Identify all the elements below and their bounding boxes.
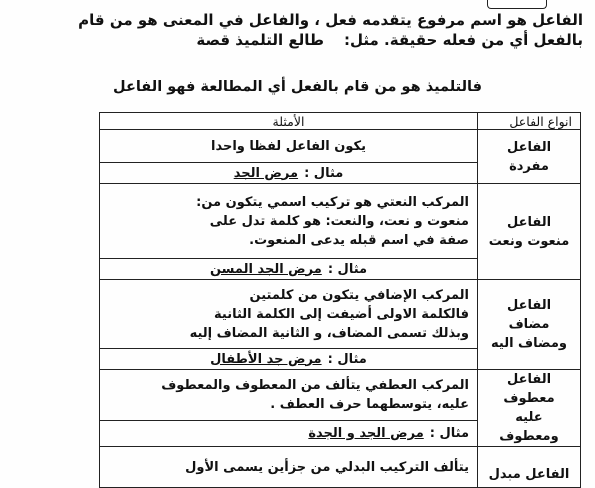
definition-line-2 — [12, 30, 583, 50]
definition-example: طالع التلميذ قصة — [196, 31, 325, 49]
subject-types-table — [99, 112, 581, 488]
appositive-desc: يتألف التركيب البدلي من جزأين يسمى الأول — [100, 447, 478, 488]
type-single: الفاعل مفردة — [478, 130, 581, 184]
table-row — [100, 447, 581, 488]
table-row — [100, 280, 581, 349]
header-types: انواع الفاعل — [478, 113, 581, 130]
adjectival-example: مثال :مرض الجد المسن — [100, 259, 478, 280]
type-conjunctive: الفاعل معطوف عليه ومعطوف — [478, 370, 581, 447]
conjunctive-desc: المركب العطفي يتألف من المعطوف والمعطوف عليه، يتوسطهما حرف العطف . — [100, 370, 478, 421]
conjunctive-example: مثال :مرض الجد و الجدة — [100, 420, 478, 446]
table-row — [100, 184, 581, 259]
table-row — [100, 370, 581, 421]
type-adjectival: الفاعل منعوت ونعت — [478, 184, 581, 280]
adjectival-desc: المركب النعتي هو تركيب اسمي يتكون من: منعوت و نعت، والنعت: هو كلمة تدل على صفة في اسم قبله يدعى المنعوت. — [100, 184, 478, 259]
table-row — [100, 130, 581, 163]
table-header-row — [100, 113, 581, 130]
definition-paragraph — [12, 10, 583, 50]
type-appositive: الفاعل مبدل — [478, 447, 581, 488]
type-genitive: الفاعل مضاف ومضاف اليه — [478, 280, 581, 370]
summary-sentence: فالتلميذ هو من قام بالفعل أي المطالعة فهو الفاعل — [113, 79, 482, 95]
definition-line-1: الفاعل هو اسم مرفوع يتقدمه فعل ، والفاعل في المعنى هو من قام — [78, 11, 583, 29]
top-tab-edge — [487, 0, 547, 9]
single-desc: يكون الفاعل لفظا واحدا — [100, 130, 478, 163]
definition-line-2a: بالفعل أي من فعله حقيقة. مثل: — [344, 31, 583, 49]
single-example: مثال :مرض الجد — [100, 163, 478, 184]
genitive-desc: المركب الإضافي يتكون من كلمتين فالكلمة الاولى أضيفت إلى الكلمة الثانية وبذلك تسمى المضاف، و الثانية المضاف إليه — [100, 280, 478, 349]
genitive-example: مثال :مرض جد الأطفال — [100, 349, 478, 370]
header-examples: الأمثلة — [100, 113, 478, 130]
